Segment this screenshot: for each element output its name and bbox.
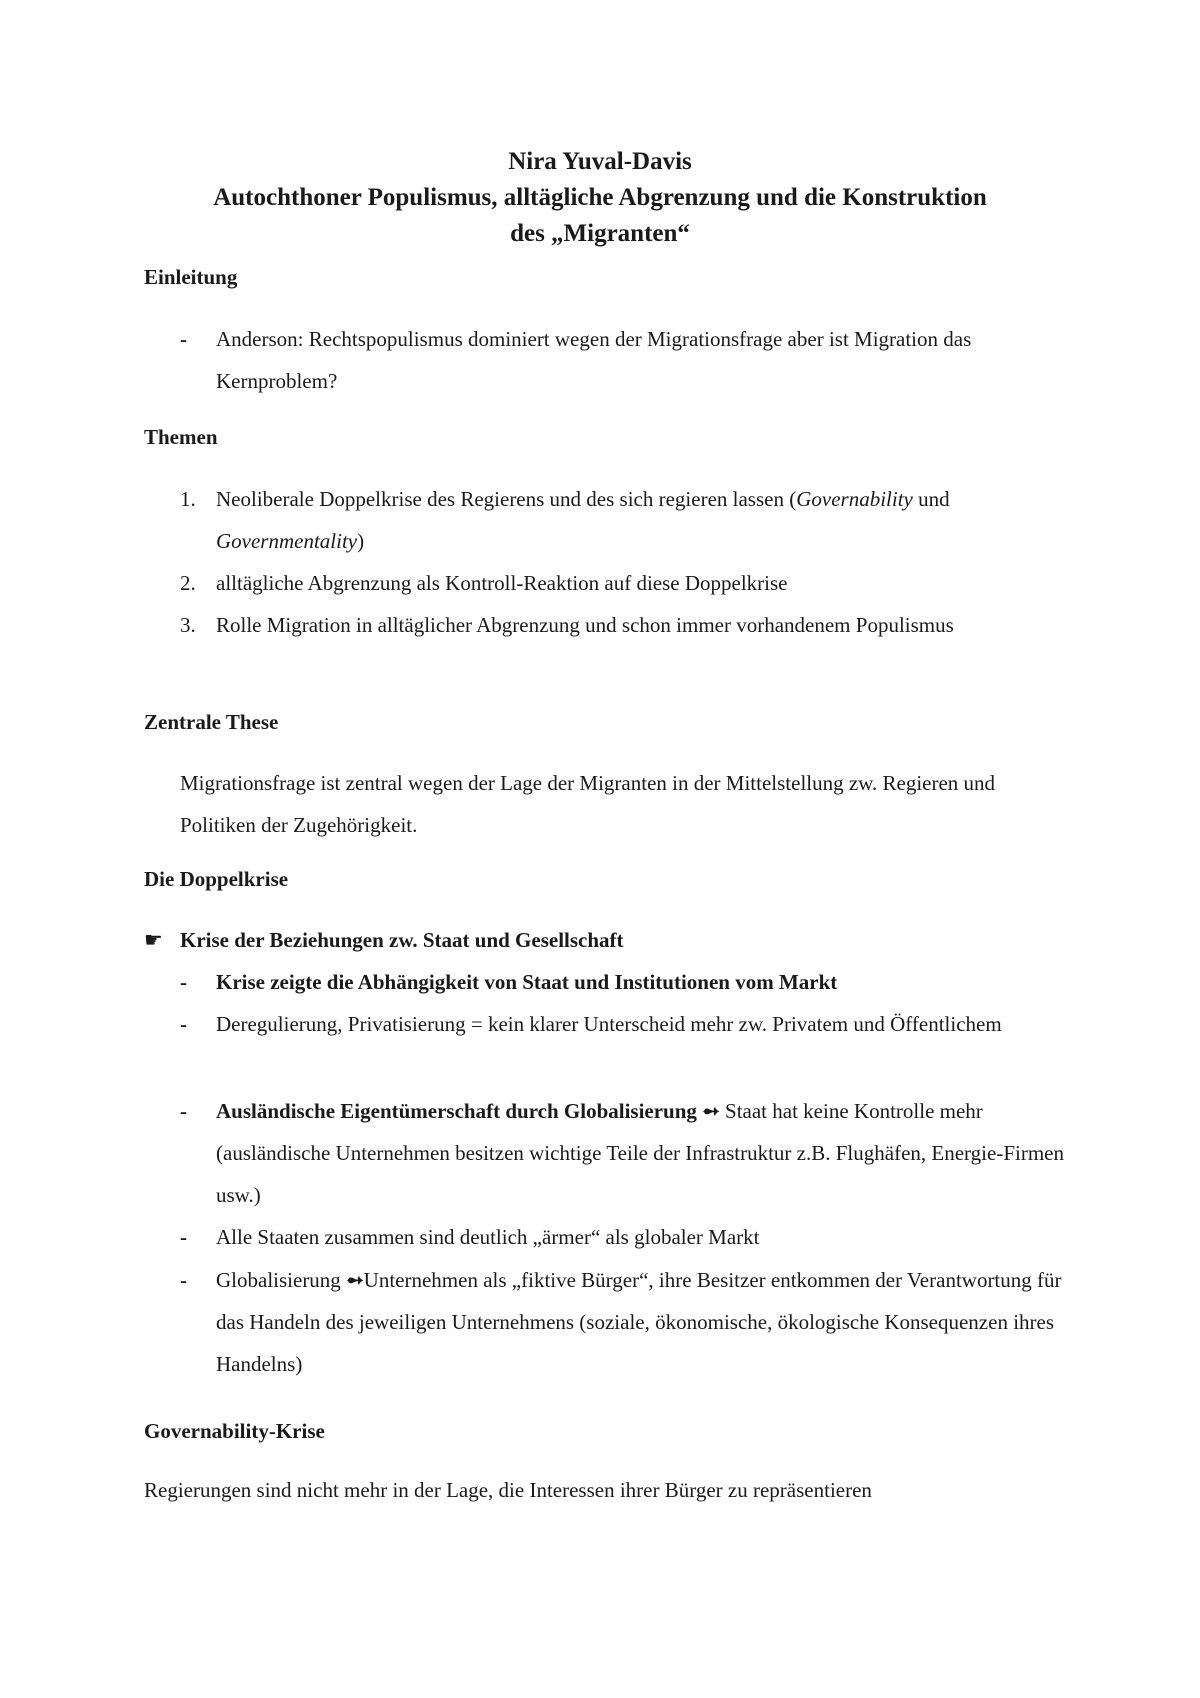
number-marker: 2. [180, 571, 196, 595]
sub-item [180, 1090, 1064, 1216]
main-point [144, 919, 1064, 961]
numbered-item-text: Rolle Migration in alltäglicher Abgrenzung und schon immer vorhandenem Populismus [216, 613, 954, 637]
title-line-1: Autochthoner Populismus, alltägliche Abgrenzung und die Konstruktion [213, 184, 987, 211]
italic-term-governability: Governability [796, 487, 913, 511]
dash-marker: - [180, 1268, 187, 1292]
text-segment: ) [357, 529, 365, 553]
these-paragraph: Migrationsfrage ist zentral wegen der Lage der Migranten in der Mittelstellung zw. Regieren und Politiken der Zugehörigkeit. [180, 771, 996, 837]
text-segment: Globalisierung [216, 1268, 347, 1292]
dash-marker: - [180, 1099, 187, 1123]
heading-doppelkrise: Die Doppelkrise [144, 867, 289, 891]
sub-item-text: Deregulierung, Privatisierung = kein klarer Unterscheid mehr zw. Privatem und Öffentlichem [216, 1012, 1002, 1036]
arrow-icon: ➻ [696, 1099, 726, 1123]
main-point-text: Krise der Beziehungen zw. Staat und Gesellschaft [180, 928, 624, 952]
document-title [0, 144, 1200, 252]
list-item-text: Anderson: Rechtspopulismus dominiert wegen der Migrationsfrage aber ist Migration das Kernproblem? [216, 327, 972, 393]
text-segment: und [912, 487, 950, 511]
sub-item [180, 1003, 1064, 1045]
author-name: Nira Yuval-Davis [508, 148, 692, 175]
dash-marker: - [180, 1012, 187, 1036]
heading-themen: Themen [144, 425, 218, 449]
number-marker: 3. [180, 613, 196, 637]
numbered-item [144, 604, 1064, 646]
numbered-item-text [216, 478, 1064, 562]
numbered-item [144, 562, 1064, 604]
pointing-hand-icon: ☛ [144, 928, 163, 952]
italic-term-governmentality: Governmentality [216, 529, 358, 553]
dash-marker: - [180, 1225, 187, 1249]
heading-einleitung: Einleitung [144, 265, 238, 289]
sub-item-text: Krise zeigte die Abhängigkeit von Staat und Institutionen vom Markt [216, 970, 838, 994]
list-item [144, 318, 1064, 402]
bold-segment: Ausländische Eigentümerschaft durch Globalisierung [216, 1099, 697, 1123]
sub-item [180, 961, 1064, 1003]
dash-marker: - [180, 327, 187, 351]
title-line-2: des „Migranten“ [510, 220, 690, 247]
governability-paragraph: Regierungen sind nicht mehr in der Lage, die Interessen ihrer Bürger zu repräsentieren [144, 1478, 872, 1502]
sub-item-text [216, 1090, 1064, 1216]
number-marker: 1. [180, 487, 196, 511]
sub-item-text: Alle Staaten zusammen sind deutlich „ärmer“ als globaler Markt [216, 1225, 760, 1249]
arrow-icon: ➻ [346, 1268, 364, 1292]
numbered-item [144, 478, 1064, 562]
sub-item-text [216, 1259, 1064, 1385]
heading-governability-krise: Governability-Krise [144, 1419, 325, 1443]
dash-marker: - [180, 970, 187, 994]
text-segment: Unternehmen als „fiktive Bürger“, ihre Besitzer entkommen der Verantwortung für das Handeln des jeweiligen Unternehmens (soziale, ökonomische, ökologische Konsequenzen ihres Handelns) [216, 1268, 1062, 1376]
sub-item [180, 1216, 1064, 1258]
text-segment: Neoliberale Doppelkrise des Regierens und des sich regieren lassen ( [216, 487, 797, 511]
sub-item [180, 1259, 1064, 1385]
heading-zentrale-these: Zentrale These [144, 710, 279, 734]
text-segment: Staat hat keine Kontrolle mehr (ausländische Unternehmen besitzen wichtige Teile der Infrastruktur z.B. Flughäfen, Energie-Firmen usw.) [216, 1099, 1064, 1207]
numbered-item-text: alltägliche Abgrenzung als Kontroll-Reaktion auf diese Doppelkrise [216, 571, 788, 595]
